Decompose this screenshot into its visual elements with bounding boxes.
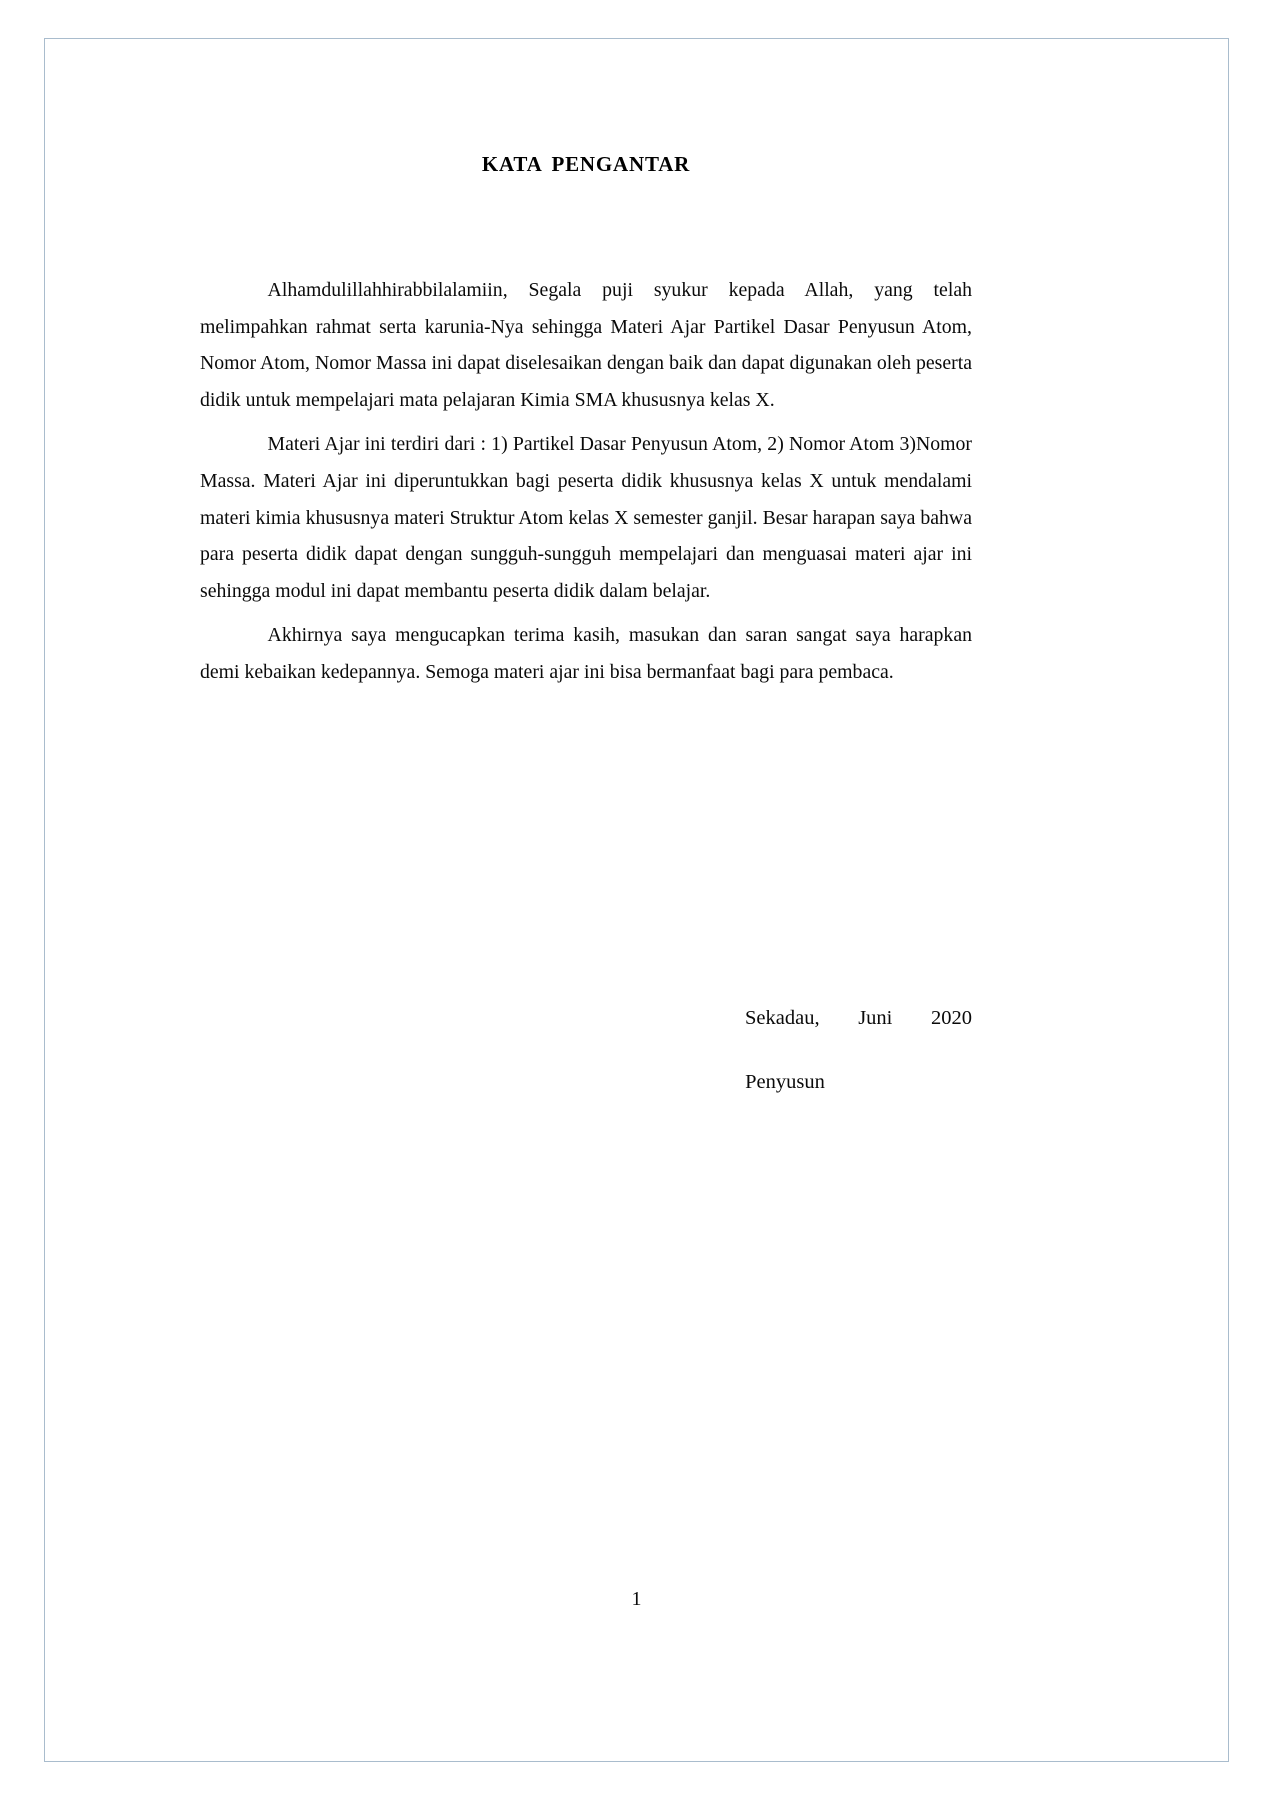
paragraph-1: Alhamdulillahhirabbilalamiin, Segala puji syukur kepada Allah, yang telah melimpahkan rahmat serta karunia-Nya sehingga Materi Ajar Partikel Dasar Penyusun Atom, Nomor Atom, Nomor Massa ini dapat diselesaikan dengan baik dan dapat digunakan oleh peserta didik untuk mempelajari mata pelajaran Kimia SMA khususnya kelas X.	[200, 279, 972, 411]
signature-role: Penyusun	[745, 1071, 825, 1093]
body-text	[200, 272, 972, 695]
paragraph-2: Materi Ajar ini terdiri dari : 1) Partikel Dasar Penyusun Atom, 2) Nomor Atom 3)Nomor Massa. Materi Ajar ini diperuntukkan bagi peserta didik khususnya kelas X untuk mendalami materi kimia khususnya materi Struktur Atom kelas X semester ganjil. Besar harapan saya bahwa para peserta didik dapat dengan sungguh-sungguh mempelajari dan menguasai materi ajar ini sehingga modul ini dapat membantu peserta didik dalam belajar.	[200, 433, 972, 602]
page-title: KATA PENGANTAR	[481, 152, 691, 176]
page-number: 1	[631, 1588, 642, 1610]
signature-spacer	[200, 1036, 972, 1064]
signature-block	[200, 1000, 972, 1100]
signature-place-date: Sekadau, Juni 2020	[745, 1007, 972, 1029]
paragraph-3: Akhirnya saya mengucapkan terima kasih, masukan dan saran sangat saya harapkan demi kebaikan kedepannya. Semoga materi ajar ini bisa bermanfaat bagi para pembaca.	[200, 624, 972, 683]
